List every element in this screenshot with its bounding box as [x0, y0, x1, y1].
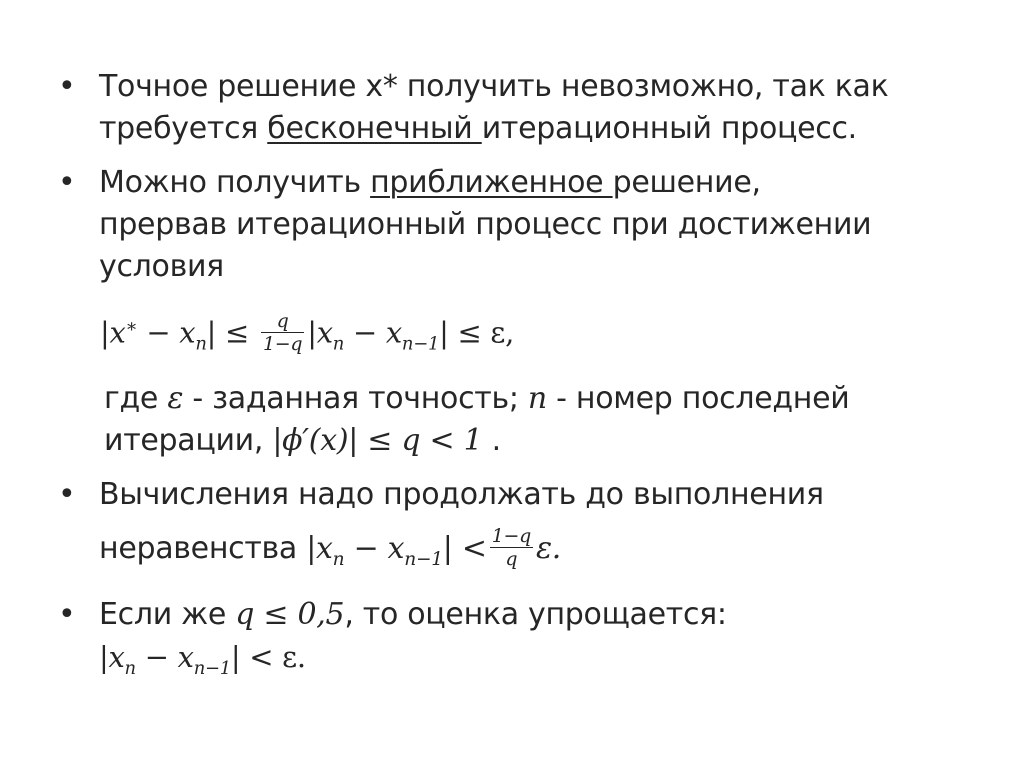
text-span: требуется	[99, 111, 268, 146]
formula-part: n	[332, 333, 345, 355]
text-span: n	[527, 381, 547, 416]
bullet-marker-3: •	[58, 477, 76, 512]
formula-part: | < ε.	[230, 640, 306, 674]
formula-stop-criterion	[306, 531, 487, 570]
formula-error-bound	[100, 310, 515, 356]
fraction-q-over-1-minus-q	[261, 311, 304, 354]
formula-simplified-criterion	[99, 638, 306, 679]
text-span: неравенства	[99, 531, 307, 566]
text-span: ε	[167, 381, 184, 416]
formula-part: n	[332, 549, 345, 570]
formula-part: n−1	[401, 333, 440, 355]
formula-part: − x	[344, 315, 402, 350]
bullet-4-line-1	[99, 596, 727, 634]
bullet-1-line-2	[99, 110, 857, 148]
text-span: где	[104, 381, 168, 416]
formula-part: ε.	[535, 531, 562, 566]
formula-part: n−1	[404, 549, 443, 570]
text-span: решение,	[612, 165, 761, 200]
formula-part: | <	[442, 531, 487, 566]
formula-derivative-condition: |ϕ′(x)| ≤ q < 1	[272, 423, 483, 458]
bullet-marker-4: •	[58, 597, 76, 632]
formula-part: |x	[306, 531, 333, 566]
bullet-marker-1: •	[58, 69, 76, 104]
formula-part: ∗	[125, 315, 138, 337]
formula-part: |x	[99, 640, 125, 674]
text-span: , то оценка упрощается:	[344, 597, 727, 632]
text-span: Если же	[99, 597, 236, 632]
bullet-2-line-3: условия	[99, 249, 224, 284]
bullet-2-line-1	[99, 164, 761, 202]
bullet-marker-2: •	[58, 165, 76, 200]
fraction-denominator: 1−q	[262, 333, 303, 355]
formula-part: n	[124, 657, 136, 679]
formula-part: | ≤	[206, 315, 250, 350]
note-line-1	[104, 380, 849, 418]
formula-part: − x	[344, 531, 405, 566]
underlined-text: приближенное	[370, 165, 613, 200]
fraction-numerator: 1−q	[491, 525, 531, 547]
fraction-numerator: q	[261, 311, 304, 333]
fraction-denominator: q	[505, 548, 518, 570]
formula-part: − x	[137, 315, 196, 350]
underlined-text: бесконечный	[267, 111, 482, 146]
formula-q-condition: q ≤ 0,5	[235, 597, 345, 632]
text-span: - номер последней	[546, 381, 850, 416]
text-span: итерации,	[104, 423, 273, 458]
fraction-1-minus-q-over-q	[490, 526, 533, 569]
bullet-3-line-1: Вычисления надо продолжать до выполнения	[99, 477, 824, 512]
formula-part: |x	[100, 315, 126, 350]
text-span: .	[482, 423, 501, 458]
bullet-2-line-2: прервав итерационный процесс при достижении	[99, 207, 872, 242]
note-line-2	[104, 422, 501, 460]
formula-part: n	[195, 333, 207, 355]
formula-part: n−1	[193, 657, 231, 679]
text-span: Можно получить	[99, 165, 371, 200]
text-span: получить невозможно, так как	[397, 69, 889, 104]
text-span: x*	[365, 69, 398, 104]
formula-part: |x	[307, 315, 333, 350]
formula-part: − x	[135, 640, 194, 674]
bullet-1-line-1	[99, 68, 888, 106]
text-span: итерационный процесс.	[481, 111, 857, 146]
text-span: - заданная точность;	[183, 381, 528, 416]
text-span: Точное решение	[99, 69, 366, 104]
formula-part: | ≤ ε,	[439, 315, 515, 350]
bullet-3-line-2	[99, 525, 562, 571]
